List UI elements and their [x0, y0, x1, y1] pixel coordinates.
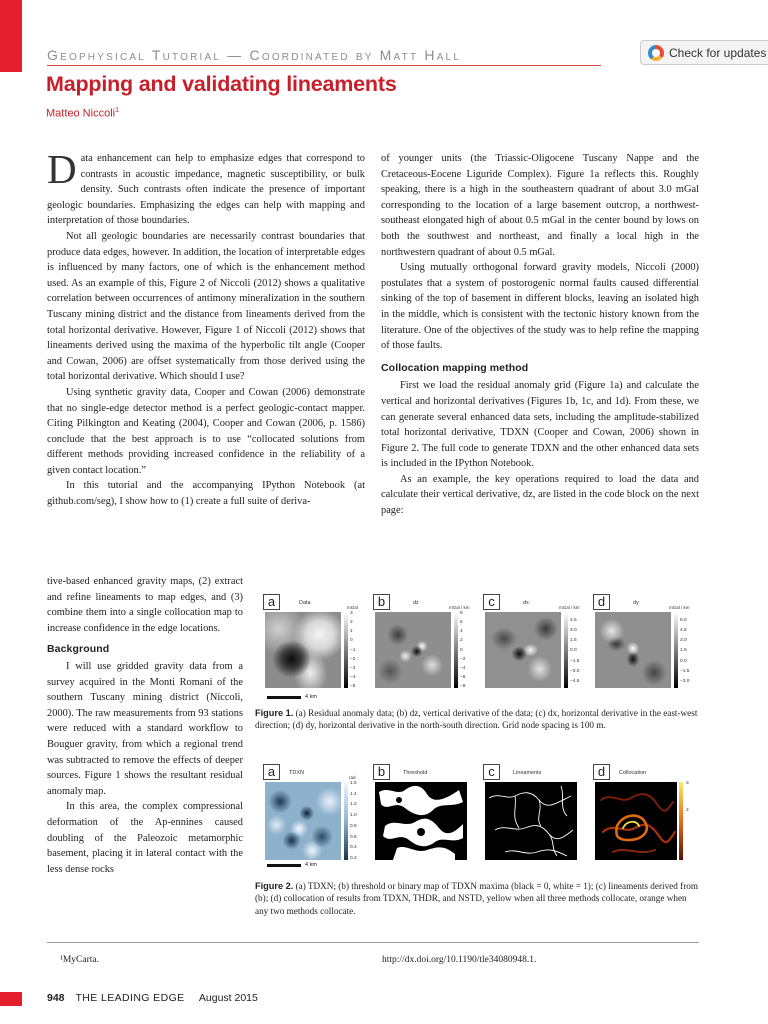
drop-cap: D	[47, 146, 77, 192]
paragraph-tutorial-cont: tive-based enhanced gravity maps, (2) extract and refine lineaments to map edges, and (3) combine them into a single collocation map to increase confidence in the edge locations.	[47, 576, 243, 634]
paragraph-background-1: I will use gridded gravity data from a survey acquired in the Monti Romani of the southern Tuscany mining district (Niccoli, 2000). The raw measurements from 93 stations were reduced with a standard workflow to Bouguer gravity, from which a regional trend was subtracted to remove the effects of deeper sources. Figure 1 shows the resultant residual anomaly map.	[47, 660, 243, 797]
fig2-map-threshold	[375, 782, 467, 860]
paragraph-background-2: In this area, the complex compressional deformation of the Ap-ennines caused doubling of the Paleozoic metamorphic basement, placing it in lateral contact with the less dense rocks	[47, 801, 243, 875]
tick: −3.0	[570, 668, 580, 674]
panel-unit: mGal / km	[669, 605, 690, 610]
panel-unit: rad	[349, 775, 356, 780]
panel-letter: d	[593, 594, 610, 610]
tick: 1.5	[570, 638, 577, 644]
author-footnote-mark: 1	[115, 107, 119, 114]
caption-text: (a) TDXN; (b) threshold or binary map of TDXN maxima (black = 0, white = 1); (c) lineaments derived from (b); (d) collocation of results from TDXN, THDR, and NSTD, yellow when all three methods collocate, orange when any two methods collocate.	[255, 881, 699, 916]
panel-name: dy	[633, 600, 639, 606]
fig1-scale-bar	[267, 696, 301, 699]
colorbar	[454, 612, 458, 688]
article-author	[46, 107, 119, 120]
figure-2	[263, 764, 703, 876]
series-rule	[47, 65, 601, 66]
panel-letter: b	[373, 594, 390, 610]
check-updates-icon	[648, 45, 664, 61]
fig1-scale-label: 4 km	[305, 694, 317, 700]
footnote-rule	[47, 942, 699, 943]
fig2-panel-d	[593, 764, 705, 864]
panel-letter: c	[483, 594, 500, 610]
panel-name: dx	[523, 600, 529, 606]
tick: 2	[686, 808, 689, 813]
heading-collocation: Collocation mapping method	[381, 361, 529, 374]
journal-name: THE LEADING EDGE	[75, 992, 185, 1004]
issue-date: August 2015	[198, 992, 258, 1004]
article-title: Mapping and validating lineaments	[46, 72, 397, 96]
tick: −2	[460, 656, 466, 662]
tick: 0.0	[680, 658, 687, 664]
colorbar-ticks	[686, 781, 689, 813]
fig2-panel-b	[373, 764, 485, 864]
panel-name: Lineaments	[513, 770, 542, 776]
tick: −1	[350, 647, 356, 653]
paragraph-load-grid: First we load the residual anomaly grid (Figure 1a) and calculate the vertical and horizontal derivatives (Figures 1b, 1c, and 1d). From these, we can generate several enhanced data sets, including the amplitude-stabilized total horizontal derivative, TDXN (Cooper and Cowan, 2006) shown in Figure 2. The full code to generate TDXN and the other enhanced data sets is included in the IPython Notebook.	[381, 380, 699, 470]
affiliation-footnote: ¹MyCarta.	[60, 955, 99, 965]
tick: 0.8	[350, 823, 357, 829]
tick: 6.0	[680, 618, 687, 623]
colorbar-ticks	[460, 611, 465, 689]
tick: −1.5	[570, 658, 580, 664]
tick: −3.0	[680, 678, 690, 684]
left-column-narrow	[47, 574, 243, 877]
tick: −5	[350, 684, 356, 689]
fig1-map-dz	[375, 612, 451, 688]
check-for-updates-button[interactable]	[640, 40, 768, 65]
fig2-scale-bar	[267, 864, 301, 867]
left-column	[47, 146, 365, 510]
colorbar	[344, 612, 348, 688]
tick: 4.5	[680, 628, 687, 634]
red-corner-bar	[0, 0, 22, 72]
tick: −8	[460, 684, 466, 689]
panel-letter: a	[263, 594, 280, 610]
tick: 3.0	[570, 628, 577, 634]
caption-label: Figure 2.	[255, 881, 294, 891]
intro-text: ata enhancement can help to emphasize edges that correspond to contrasts in acoustic impedance, magnetic susceptibility, or bulk density. Such contrasts often indicate the presence of important geologic boundaries. Emphasizing the edges can help with mapping and interpretation of those boundaries.	[47, 153, 365, 227]
colorbar	[679, 782, 683, 860]
panel-unit: mGal / km	[449, 605, 470, 610]
colorbar	[344, 782, 348, 860]
right-column	[381, 151, 699, 519]
tick: 0.4	[350, 845, 357, 851]
fig2-map-tdxn	[265, 782, 341, 860]
fig1-panel-b	[373, 594, 485, 694]
fig1-map-data	[265, 612, 341, 688]
heading-background: Background	[47, 643, 110, 656]
panel-name: TDXN	[289, 770, 304, 776]
tick: 6	[460, 620, 463, 626]
fig1-map-dx	[485, 612, 561, 688]
tick: 0.2	[350, 855, 357, 861]
panel-unit: mGal / km	[559, 605, 580, 610]
paragraph-tutorial: In this tutorial and the accompanying IPython Notebook (at github.com/seg), I show how to (1) create a full suite of deriva-	[47, 480, 365, 508]
tick: 1.0	[350, 813, 357, 819]
tick: −4	[350, 674, 356, 680]
page-footer	[47, 992, 258, 1004]
fig2-panel-c	[483, 764, 595, 864]
tick: −4.5	[570, 678, 580, 684]
tick: 1.2	[350, 802, 357, 808]
paragraph-example: As an example, the key operations required to load the data and calculate their vertical derivative, dz, are listed in the code block on the next page:	[381, 473, 699, 517]
tick: 0	[460, 647, 463, 653]
check-updates-label: Check for updates	[669, 45, 767, 60]
paragraph-boundaries: Not all geologic boundaries are necessarily contrast boundaries that produce data edges, however. In addition, the location of interpretable edges is influenced by many factors, one of which is the enhancement method used. As an example of this, Figure 2 of Niccoli (2012) shows a qualitative correlation between occurrences of antimony mineralization in the southern Tuscany mining district and the distance from lineaments derived from the total horizontal derivative. However, Figure 1 of Niccoli (2012) shows that lineaments derived using the maxima of the hyperbolic tilt angle (Cooper and Cowan, 2006) are offset systematically from those derived using the total horizontal derivative. Which should I use?	[47, 230, 365, 383]
tick: −3	[350, 665, 356, 671]
tick: 0	[350, 638, 353, 644]
tick: 1.6	[350, 781, 357, 786]
panel-name: dz	[413, 600, 419, 606]
fig2-scale-label: 4 km	[305, 862, 317, 868]
fig1-panel-d	[593, 594, 705, 694]
colorbar-ticks	[350, 781, 357, 861]
panel-letter: b	[373, 764, 390, 780]
tick: 0.0	[570, 648, 577, 654]
tick: 2	[460, 638, 463, 644]
tick: 4	[460, 629, 463, 635]
figure-2-caption	[255, 880, 699, 917]
fig1-panel-a	[263, 594, 375, 694]
fig2-map-collocation	[595, 782, 677, 860]
panel-letter: c	[483, 764, 500, 780]
figure-1	[263, 594, 703, 704]
paragraph-units: of younger units (the Triassic-Oligocene Tuscany Nappe and the Cretaceous-Eocene Liguride Complex). Figure 1a reflects this. Roughly speaking, there is a high in the southeastern quadrant of about 3.0 mGal corresponding to the location of a large basement outcrop, a northwest-southeast elongated high of about 0.5 mGal in the center bound by lows on both the southwest and northeast, and finally a local high in the northwestern quadrant of about 0.5 mGal.	[381, 153, 699, 258]
panel-name: Threshold	[403, 770, 428, 776]
intro-paragraph	[47, 146, 365, 229]
red-footer-mark	[0, 992, 22, 1006]
caption-text: (a) Residual anomaly data; (b) dz, vertical derivative of the data; (c) dx, horizontal derivative in the east-west direction; (d) dy, horizontal derivative in the north-south direction. Grid node spacing is 100 m.	[255, 708, 698, 731]
tick: 1.5	[680, 648, 687, 654]
figure-1-caption	[255, 707, 699, 732]
doi-link[interactable]: http://dx.doi.org/10.1190/tle34080948.1.	[382, 955, 537, 965]
tick: −6	[460, 674, 466, 680]
panel-name: Collocation	[619, 770, 647, 776]
fig1-map-dy	[595, 612, 671, 688]
tick: 2	[350, 620, 353, 626]
colorbar-ticks	[350, 611, 355, 689]
series-title: Geophysical Tutorial — Coordinated by Matt Hall	[47, 47, 462, 63]
tick: 8	[460, 611, 463, 616]
tick: 3	[350, 611, 353, 616]
tick: −2	[350, 656, 356, 662]
colorbar-ticks	[570, 618, 579, 684]
tick: −1.5	[680, 668, 690, 674]
colorbar-ticks	[680, 618, 689, 684]
colorbar	[674, 612, 678, 688]
tick: −4	[460, 665, 466, 671]
panel-letter: d	[593, 764, 610, 780]
panel-name: Data	[299, 600, 311, 606]
page-number: 948	[47, 992, 65, 1004]
panel-letter: a	[263, 764, 280, 780]
fig2-panel-a	[263, 764, 375, 864]
tick: 4.5	[570, 618, 577, 623]
tick: 3.0	[680, 638, 687, 644]
tick: 1.4	[350, 791, 357, 797]
paragraph-models: Using mutually orthogonal forward gravity models, Niccoli (2000) postulates that a system of postorogenic normal faults caused differential sinking of the top of basement in different blocks, leaving an isolated high in the middle, which is consistent with the tectonic history known from the literature. One of the objectives of the study was to help refine the mapping of those faults.	[381, 262, 699, 352]
tick: 1	[350, 629, 353, 635]
panel-unit: mGal	[347, 605, 358, 610]
fig1-panel-c	[483, 594, 595, 694]
tick: 0.6	[350, 834, 357, 840]
caption-label: Figure 1.	[255, 708, 294, 718]
paragraph-synthetic: Using synthetic gravity data, Cooper and Cowan (2006) demonstrate that no single-edge detector method is a perfect geologic-contact mapper. Citing Pilkington and Keating (2004), Cooper and Cowan (2006, p. 1586) conclude that the best approach is to use “collocated solutions from different methods providing increased confidence in the reliability of a given contact location.”	[47, 386, 365, 476]
colorbar	[564, 612, 568, 688]
tick: 3	[686, 781, 689, 786]
author-name: Matteo Niccoli	[46, 107, 116, 120]
fig2-map-lineaments	[485, 782, 577, 860]
